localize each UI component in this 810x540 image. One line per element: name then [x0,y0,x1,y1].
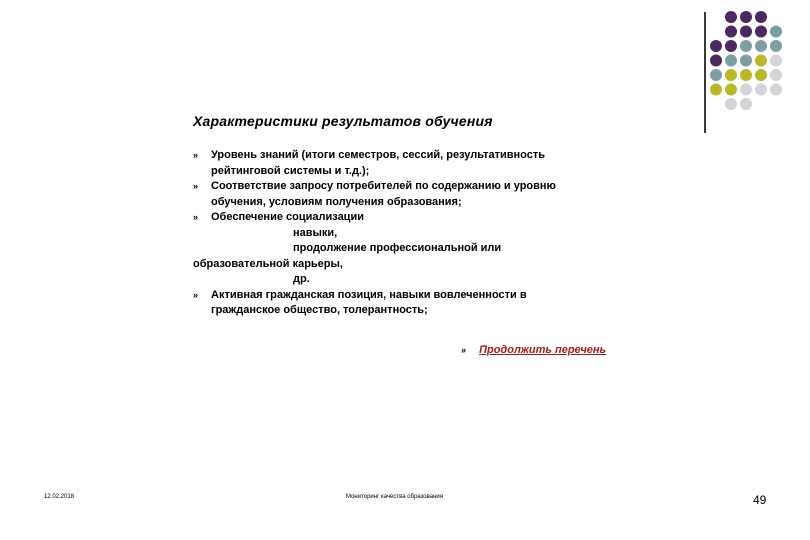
bullet-line: Обеспечение социализации [211,211,364,223]
bullet-icon: » [193,181,199,191]
page-number: 49 [753,493,767,507]
continue-list-row [461,344,606,356]
decorative-dot [725,98,737,110]
decorative-dot [755,40,767,52]
decorative-dot [710,69,722,81]
decorative-dot [740,40,752,52]
decorative-dot [740,55,752,67]
bullet-line: обучения, условиям получения образования; [211,195,462,208]
bullet-icon: » [193,289,199,300]
decorative-dot [755,11,767,23]
decorative-dot [725,55,737,67]
socialization-line: навыки, [293,226,338,239]
decorative-dot [740,98,752,110]
decorative-dot [770,26,782,38]
decorative-dot [725,40,737,52]
bullet-line: гражданское общество, толерантность; [211,304,428,316]
bullet-item-socialization [193,210,633,226]
socialization-line: др. [293,273,310,285]
decorative-dot [725,69,737,81]
bullet-line: Соответствие запросу потребителей по содержанию и уровню [211,180,556,192]
decorative-dot [740,26,752,38]
footer-title: Мониторинг качества образования [346,494,444,500]
decorative-vertical-line [704,12,706,133]
decorative-dot [725,26,737,38]
socialization-line: продолжение профессиональной или [293,242,502,254]
decorative-dot [710,84,722,96]
bullet-line: рейтинговой системы и т.д.); [211,164,370,177]
decorative-dot [755,69,767,81]
bullet-item-civic-position [193,288,633,319]
footer-date: 12.02.2018 [44,494,75,500]
decorative-dot [770,55,782,67]
slide-title: Характеристики результатов обучения [193,113,493,129]
bullet-icon: » [193,212,199,222]
decorative-dot [725,84,737,96]
decorative-dot [710,55,722,67]
decorative-dot [755,84,767,96]
slide-content [193,148,633,319]
bullet-line: Активная гражданская позиция, навыки вовлеченности в [211,288,527,301]
decorative-dot [755,26,767,38]
decorative-dot [770,40,782,52]
decorative-dot [740,69,752,81]
bullet-item-knowledge [193,148,633,179]
decorative-dot [740,11,752,23]
decorative-dot [740,84,752,96]
bullet-line: Уровень знаний (итоги семестров, сессий, результативность [211,149,545,161]
bullet-item-consumer-demand [193,179,633,210]
decorative-dot [755,55,767,67]
socialization-line: образовательной карьеры, [193,257,343,270]
decorative-dot [770,84,782,96]
bullet-icon: » [461,345,467,355]
continue-list-link[interactable]: Продолжить перечень [479,344,607,356]
decorative-dot-grid [708,10,800,122]
decorative-dot [725,11,737,23]
decorative-dot [770,69,782,81]
bullet-icon: » [193,150,199,160]
decorative-dot [710,40,722,52]
